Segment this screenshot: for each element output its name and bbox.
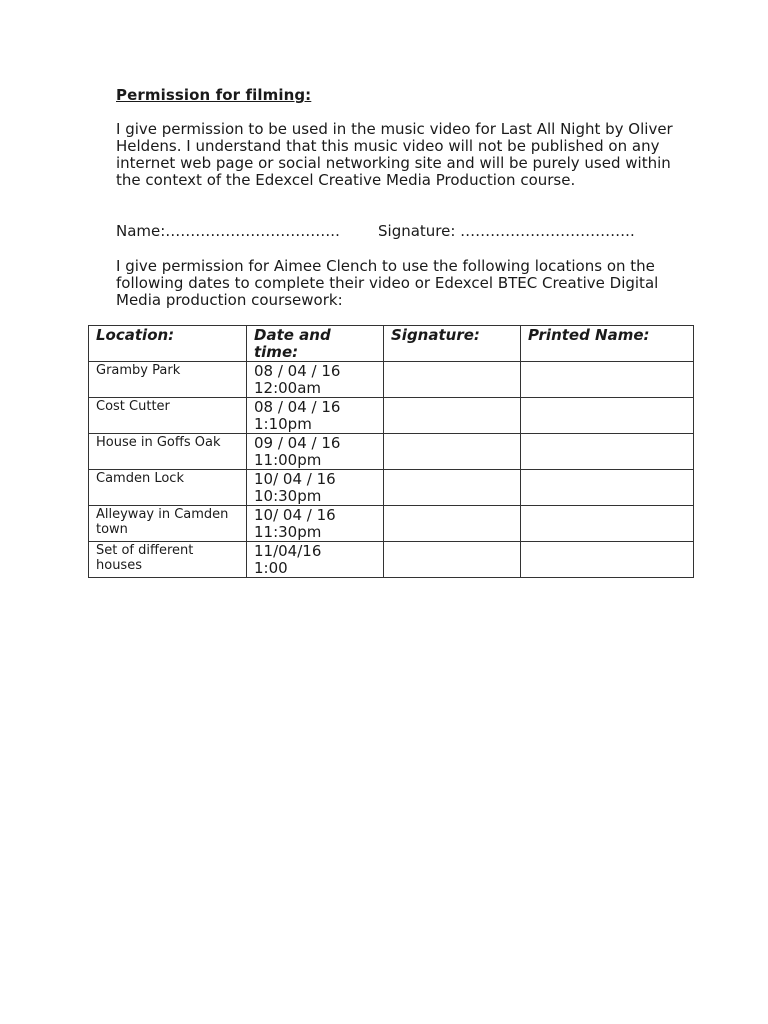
name-field-line: Name:…………………………….. [116,222,340,240]
time-value: 11:30pm [254,523,322,541]
location-cell: Set of different houses [89,542,247,578]
date-value: 10/ 04 / 16 [254,506,336,524]
signature-cell[interactable] [384,434,521,470]
time-value: 12:00am [254,379,322,397]
table-row [89,434,694,470]
signature-cell[interactable] [384,362,521,398]
date-time-cell [247,398,384,434]
signature-cell[interactable] [384,506,521,542]
date-value: 08 / 04 / 16 [254,398,341,416]
locations-table [88,325,694,578]
locations-paragraph: I give permission for Aimee Clench to use the following locations on the following dates to complete their video or Edexcel BTEC Creative Digital Media production coursework: [116,257,659,309]
location-cell: House in Goffs Oak [89,434,247,470]
location-cell: Gramby Park [89,362,247,398]
printed-name-cell[interactable] [521,434,694,470]
date-time-cell [247,470,384,506]
consent-paragraph: I give permission to be used in the music video for Last All Night by Oliver Heldens. I understand that this music video will not be published on any internet web page or social networking site and will be purely used within the context of the Edexcel Creative Media Production course. [116,120,673,189]
printed-name-cell[interactable] [521,506,694,542]
header-printed-name: Printed Name: [521,326,694,362]
header-signature: Signature: [384,326,521,362]
location-cell: Cost Cutter [89,398,247,434]
time-value: 10:30pm [254,487,322,505]
table-row [89,542,694,578]
table-row [89,506,694,542]
date-value: 10/ 04 / 16 [254,470,336,488]
table-row [89,398,694,434]
printed-name-cell[interactable] [521,542,694,578]
header-date-time: Date and time: [247,326,384,362]
date-value: 08 / 04 / 16 [254,362,341,380]
location-cell: Camden Lock [89,470,247,506]
printed-name-cell[interactable] [521,470,694,506]
table-header-row [89,326,694,362]
date-time-cell [247,506,384,542]
date-time-cell [247,542,384,578]
time-value: 11:00pm [254,451,322,469]
table-row [89,362,694,398]
signature-field-line: Signature: …………………………….. [378,222,635,240]
header-location: Location: [89,326,247,362]
signature-cell[interactable] [384,542,521,578]
time-value: 1:10pm [254,415,312,433]
date-time-cell [247,362,384,398]
date-value: 11/04/16 [254,542,322,560]
table-row [89,470,694,506]
date-time-cell [247,434,384,470]
printed-name-cell[interactable] [521,398,694,434]
signature-cell[interactable] [384,398,521,434]
time-value: 1:00 [254,559,288,577]
page-title: Permission for filming: [116,86,312,104]
printed-name-cell[interactable] [521,362,694,398]
signature-cell[interactable] [384,470,521,506]
date-value: 09 / 04 / 16 [254,434,341,452]
location-cell: Alleyway in Camden town [89,506,247,542]
